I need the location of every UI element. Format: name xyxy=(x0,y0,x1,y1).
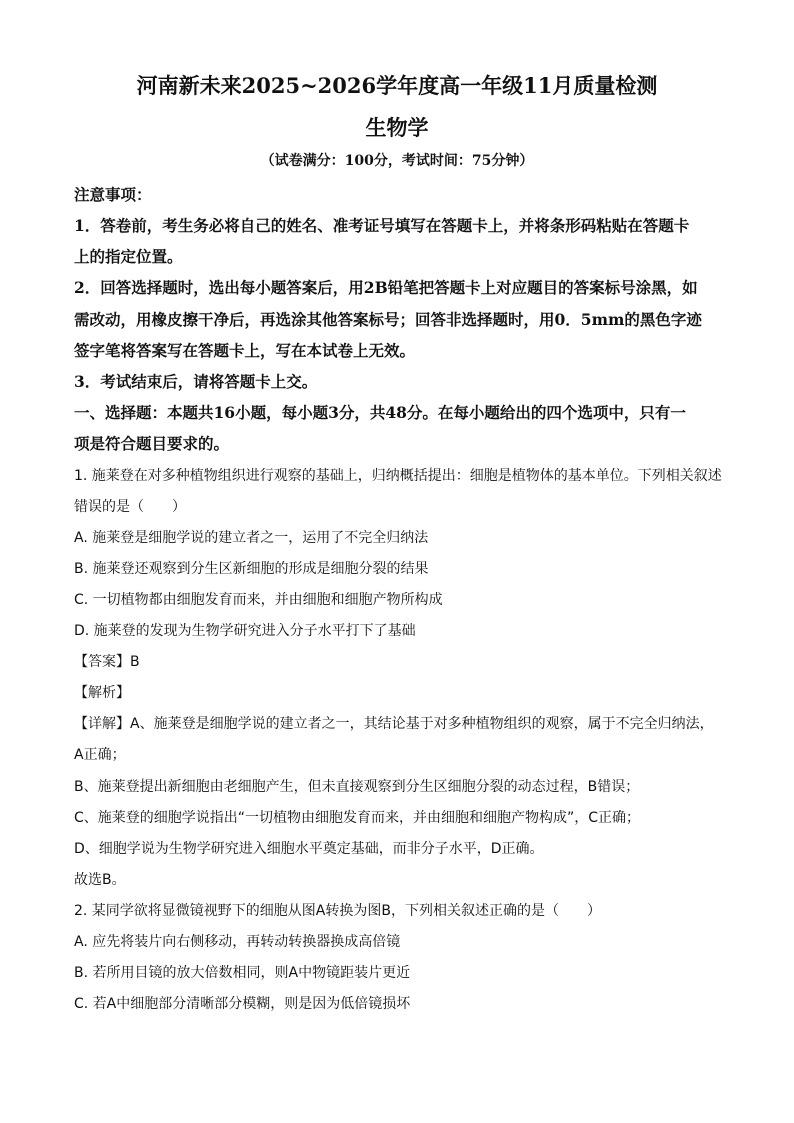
question-2-option-c: C. 若A中细胞部分清晰部分模糊，则是因为低倍镜损坏 xyxy=(74,996,411,1012)
notice-line: 需改动，用橡皮擦干净后，再选涂其他答案标号；回答非选择题时，用0．5mm的黑色字迹 xyxy=(74,310,702,329)
exam-title: 河南新未来2025~2026学年度高一年级11月质量检测 xyxy=(136,73,658,98)
question-1-detail: 【详解】A、施莱登是细胞学说的建立者之一，其结论基于对多种植物组织的观察，属于不完全归纳法， xyxy=(74,716,714,732)
notice-line: 签字笔将答案写在答题卡上，写在本试卷上无效。 xyxy=(74,341,416,360)
subject-title: 生物学 xyxy=(365,115,429,140)
notice-line: 上的指定位置。 xyxy=(74,247,183,266)
question-2-stem: 2. 某同学欲将显微镜视野下的细胞从图A转换为图B，下列相关叙述正确的是（ ） xyxy=(74,903,601,919)
exam-info: （试卷满分：100分，考试时间：75分钟） xyxy=(260,153,534,169)
section-intro-line: 一、选择题：本题共16小题，每小题3分，共48分。在每小题给出的四个选项中，只有一 xyxy=(74,403,686,422)
question-1-option-d: D. 施莱登的发现为生物学研究进入分子水平打下了基础 xyxy=(74,623,416,639)
notice-line: 2．回答选择题时，选出每小题答案后，用2B铅笔把答题卡上对应题目的答案标号涂黑，如 xyxy=(74,278,698,297)
question-1-detail: C、施莱登的细胞学说指出“一切植物由细胞发育而来，并由细胞和细胞产物构成”，C正确； xyxy=(74,810,641,826)
question-1-conclusion: 故选B。 xyxy=(74,872,126,888)
section-intro-line: 项是符合题目要求的。 xyxy=(74,434,230,453)
question-1-stem: 错误的是（ ） xyxy=(74,499,186,515)
notice-line: 1．答卷前，考生务必将自己的姓名、准考证号填写在答题卡上，并将条形码粘贴在答题卡 xyxy=(74,216,690,235)
question-1-option-b: B. 施莱登还观察到分生区新细胞的形成是细胞分裂的结果 xyxy=(74,561,429,577)
question-1-stem: 1. 施莱登在对多种植物组织进行观察的基础上，归纳概括提出：细胞是植物体的基本单位。下列相关叙述 xyxy=(74,468,722,484)
notice-line: 3．考试结束后，请将答题卡上交。 xyxy=(74,372,318,391)
question-1-option-c: C. 一切植物都由细胞发育而来，并由细胞和细胞产物所构成 xyxy=(74,592,443,608)
question-2-option-b: B. 若所用目镜的放大倍数相同，则A中物镜距装片更近 xyxy=(74,965,411,981)
question-1-detail: B、施莱登提出新细胞由老细胞产生，但未直接观察到分生区细胞分裂的动态过程，B错误； xyxy=(74,779,640,795)
question-1-detail: A正确； xyxy=(74,747,126,763)
question-1-answer: 【答案】B xyxy=(74,654,140,670)
question-1-detail: D、细胞学说为生物学研究进入细胞水平奠定基础，而非分子水平，D正确。 xyxy=(74,841,544,857)
question-1-analysis-tag: 【解析】 xyxy=(74,685,130,701)
question-2-option-a: A. 应先将装片向右侧移动，再转动转换器换成高倍镜 xyxy=(74,934,401,950)
notice-heading: 注意事项： xyxy=(74,185,152,204)
question-1-option-a: A. 施莱登是细胞学说的建立者之一，运用了不完全归纳法 xyxy=(74,530,429,546)
